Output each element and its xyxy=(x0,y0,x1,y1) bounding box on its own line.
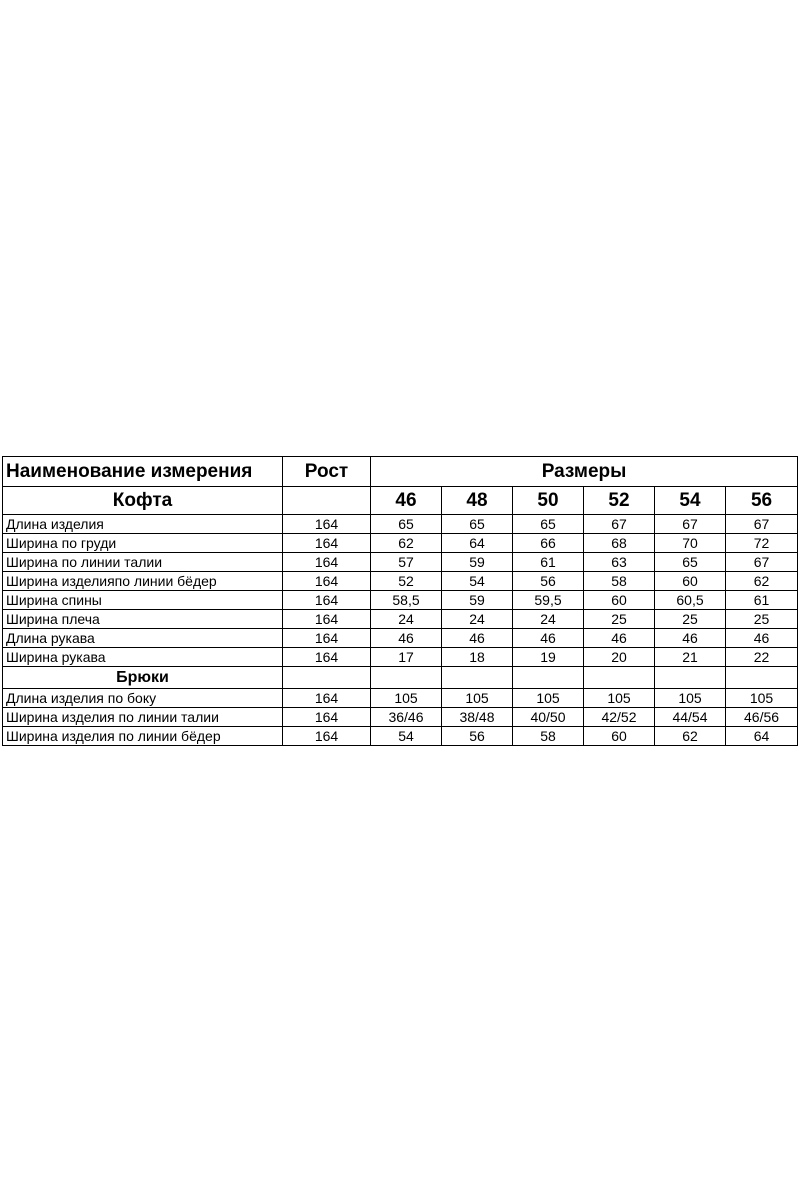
measurement-row xyxy=(3,515,798,534)
sizes-caption: Размеры xyxy=(541,461,627,482)
measurement-value: 61 xyxy=(726,591,798,610)
measurement-name: Ширина изделия по линии бёдер xyxy=(3,727,283,746)
measurement-value: 21 xyxy=(655,648,726,667)
measurement-row xyxy=(3,689,798,708)
section-header-row xyxy=(3,487,798,515)
measurement-value: 65 xyxy=(371,515,442,534)
measurement-name: Ширина плеча xyxy=(3,610,283,629)
measurement-value: 42/52 xyxy=(584,708,655,727)
section-title: Брюки xyxy=(3,667,283,689)
measurement-value: 24 xyxy=(371,610,442,629)
section-size-empty xyxy=(513,667,584,689)
measurement-height: 164 xyxy=(283,629,371,648)
measurement-value: 46/56 xyxy=(726,708,798,727)
measurement-row xyxy=(3,591,798,610)
measurement-value: 46 xyxy=(726,629,798,648)
measurement-name: Длина рукава xyxy=(3,629,283,648)
measurement-value: 36/46 xyxy=(371,708,442,727)
measurement-value: 46 xyxy=(584,629,655,648)
measurement-name: Длина изделия xyxy=(3,515,283,534)
measurement-value: 54 xyxy=(371,727,442,746)
measurement-height: 164 xyxy=(283,572,371,591)
size-header-48: 48 xyxy=(442,487,513,515)
measurement-name: Ширина по груди xyxy=(3,534,283,553)
measurement-value: 59 xyxy=(442,591,513,610)
measurement-value: 66 xyxy=(513,534,584,553)
measurement-value: 60 xyxy=(584,727,655,746)
section-height-empty xyxy=(283,487,371,515)
measurement-value: 64 xyxy=(442,534,513,553)
measurement-row xyxy=(3,610,798,629)
measurement-height: 164 xyxy=(283,515,371,534)
measurement-value: 62 xyxy=(726,572,798,591)
section-height-empty xyxy=(283,667,371,689)
header-measurement-name: Наименование измерения xyxy=(3,457,283,487)
measurement-row xyxy=(3,629,798,648)
measurement-value: 52 xyxy=(371,572,442,591)
measurement-value: 65 xyxy=(442,515,513,534)
measurement-value: 57 xyxy=(371,553,442,572)
section-size-empty xyxy=(726,667,798,689)
measurement-name: Ширина рукава xyxy=(3,648,283,667)
measurement-value: 61 xyxy=(513,553,584,572)
measurement-value: 17 xyxy=(371,648,442,667)
measurement-value: 38/48 xyxy=(442,708,513,727)
measurement-value: 105 xyxy=(726,689,798,708)
measurement-value: 105 xyxy=(371,689,442,708)
measurement-value: 67 xyxy=(726,515,798,534)
measurement-value: 56 xyxy=(513,572,584,591)
measurement-value: 46 xyxy=(371,629,442,648)
measurement-height: 164 xyxy=(283,553,371,572)
measurement-value: 58,5 xyxy=(371,591,442,610)
measurement-name: Ширина изделия по линии талии xyxy=(3,708,283,727)
measurement-value: 67 xyxy=(584,515,655,534)
section-size-empty xyxy=(655,667,726,689)
size-chart-table xyxy=(2,456,798,746)
measurement-value: 67 xyxy=(726,553,798,572)
measurement-value: 59,5 xyxy=(513,591,584,610)
measurement-value: 25 xyxy=(726,610,798,629)
section-title: Кофта xyxy=(3,487,283,515)
measurement-value: 58 xyxy=(513,727,584,746)
measurement-value: 68 xyxy=(584,534,655,553)
measurement-value: 60,5 xyxy=(655,591,726,610)
size-header-46: 46 xyxy=(371,487,442,515)
measurement-value: 25 xyxy=(584,610,655,629)
measurement-value: 18 xyxy=(442,648,513,667)
header-sizes xyxy=(371,457,798,487)
measurement-row xyxy=(3,572,798,591)
measurement-value: 105 xyxy=(584,689,655,708)
measurement-value: 56 xyxy=(442,727,513,746)
measurement-value: 65 xyxy=(513,515,584,534)
measurement-value: 22 xyxy=(726,648,798,667)
measurement-height: 164 xyxy=(283,689,371,708)
measurement-height: 164 xyxy=(283,610,371,629)
measurement-row xyxy=(3,708,798,727)
section-header-row xyxy=(3,667,798,689)
header-height: Рост xyxy=(283,457,371,487)
measurement-value: 65 xyxy=(655,553,726,572)
section-size-empty xyxy=(442,667,513,689)
measurement-value: 24 xyxy=(442,610,513,629)
measurement-value: 46 xyxy=(655,629,726,648)
size-header-50: 50 xyxy=(513,487,584,515)
section-size-empty xyxy=(584,667,655,689)
measurement-value: 70 xyxy=(655,534,726,553)
measurement-value: 40/50 xyxy=(513,708,584,727)
size-header-54: 54 xyxy=(655,487,726,515)
measurement-value: 58 xyxy=(584,572,655,591)
measurement-value: 60 xyxy=(655,572,726,591)
measurement-value: 62 xyxy=(371,534,442,553)
measurement-value: 25 xyxy=(655,610,726,629)
section-size-empty xyxy=(371,667,442,689)
measurement-height: 164 xyxy=(283,708,371,727)
measurement-value: 62 xyxy=(655,727,726,746)
size-header-52: 52 xyxy=(584,487,655,515)
measurement-value: 105 xyxy=(655,689,726,708)
measurement-height: 164 xyxy=(283,534,371,553)
size-header-56: 56 xyxy=(726,487,798,515)
measurement-value: 46 xyxy=(442,629,513,648)
measurement-height: 164 xyxy=(283,591,371,610)
measurement-value: 46 xyxy=(513,629,584,648)
header-row xyxy=(3,457,798,487)
measurement-name: Ширина спины xyxy=(3,591,283,610)
measurement-row xyxy=(3,534,798,553)
measurement-value: 105 xyxy=(442,689,513,708)
measurement-value: 44/54 xyxy=(655,708,726,727)
measurement-value: 67 xyxy=(655,515,726,534)
measurement-value: 72 xyxy=(726,534,798,553)
measurement-height: 164 xyxy=(283,648,371,667)
measurement-name: Ширина по линии талии xyxy=(3,553,283,572)
measurement-value: 105 xyxy=(513,689,584,708)
measurement-name: Длина изделия по боку xyxy=(3,689,283,708)
measurement-value: 64 xyxy=(726,727,798,746)
measurement-value: 19 xyxy=(513,648,584,667)
measurement-value: 54 xyxy=(442,572,513,591)
measurement-row xyxy=(3,553,798,572)
measurement-value: 20 xyxy=(584,648,655,667)
measurement-height: 164 xyxy=(283,727,371,746)
measurement-row xyxy=(3,727,798,746)
measurement-value: 63 xyxy=(584,553,655,572)
measurement-row xyxy=(3,648,798,667)
measurement-value: 24 xyxy=(513,610,584,629)
measurement-value: 60 xyxy=(584,591,655,610)
measurement-value: 59 xyxy=(442,553,513,572)
measurement-name: Ширина изделияпо линии бёдер xyxy=(3,572,283,591)
